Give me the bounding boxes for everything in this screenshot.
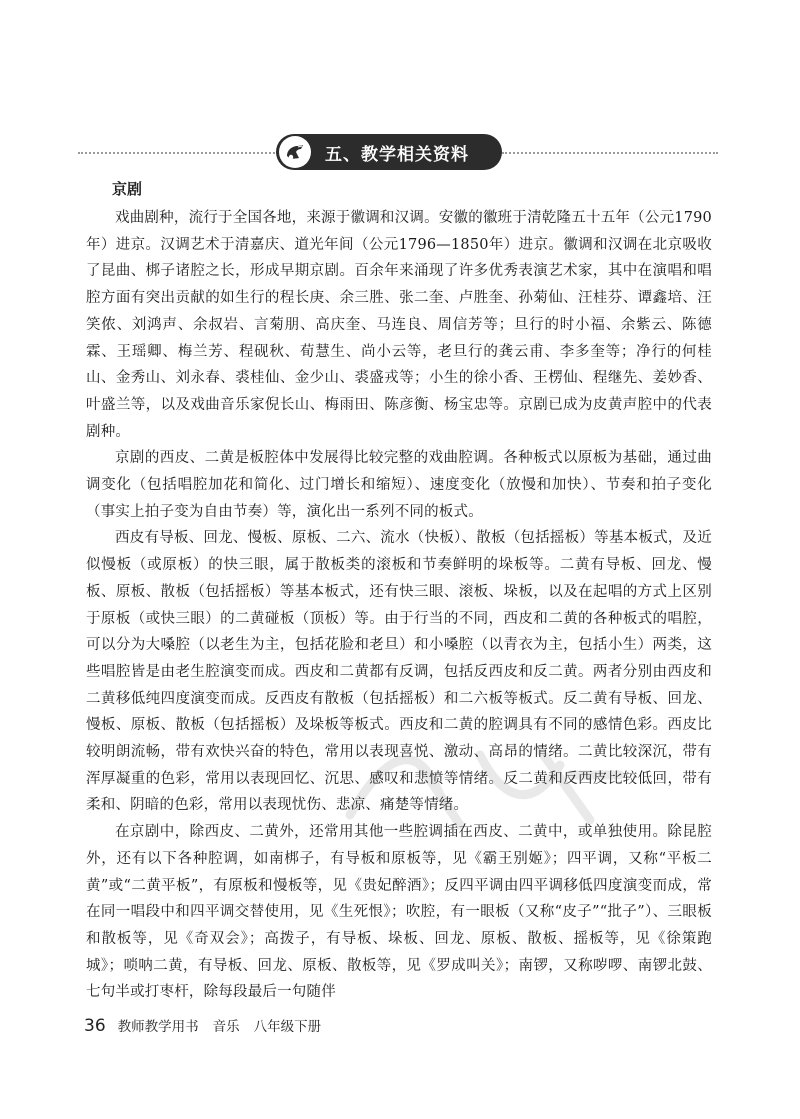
grade-label: 八年级下册 bbox=[253, 1019, 322, 1035]
section-title-pill bbox=[276, 134, 502, 170]
section-header bbox=[78, 133, 718, 173]
watermark-logo bbox=[330, 735, 630, 835]
page-number: 36 bbox=[84, 1016, 106, 1036]
book-title: 教师教学用书 bbox=[117, 1019, 199, 1035]
paragraph: 戏曲剧种，流行于全国各地，来源于徽调和汉调。安徽的徽班于清乾隆五十五年（公元1790年）进京。汉调艺术于清嘉庆、道光年间（公元1796—1850年）进京。徽调和汉调在北京吸收了昆曲、梆子诸腔之长，形成早期京剧。百余年来涌现了许多优秀表演艺术家，其中在演唱和唱腔方面有突出贡献的如生行的程长庚、余三胜、张二奎、卢胜奎、孙菊仙、汪桂芬、谭鑫培、汪笑侬、刘鸿声、余叔岩、言菊朋、高庆奎、马连良、周信芳等；旦行的时小福、余紫云、陈德霖、王瑶卿、梅兰芳、程砚秋、荀慧生、尚小云等，老旦行的龚云甫、李多奎等；净行的何桂山、金秀山、刘永春、裘桂仙、金少山、裘盛戎等；小生的徐小香、王楞仙、程继先、姜妙香、叶盛兰等，以及戏曲音乐家倪长山、梅雨田、陈彦衡、杨宝忠等。京剧已成为皮黄声腔中的代表剧种。 bbox=[86, 210, 712, 440]
music-note-icon bbox=[279, 136, 311, 168]
subheading: 京剧 bbox=[112, 180, 143, 198]
paragraph: 京剧的西皮、二黄是板腔体中发展得比较完整的戏曲腔调。各种板式以原板为基础，通过曲调变化（包括唱腔加花和简化、过门增长和缩短）、速度变化（放慢和加快）、节奏和拍子变化（事实上拍子变为自由节奏）等，演化出一系列不同的板式。 bbox=[86, 450, 712, 520]
section-title: 五、教学相关资料 bbox=[325, 144, 469, 165]
body-text bbox=[86, 205, 712, 1006]
paragraph: 西皮有导板、回龙、慢板、原板、二六、流水（快板）、散板（包括摇板）等基本板式，及近似慢板（或原板）的快三眼，属于散板类的滚板和节奏鲜明的垛板等。二黄有导板、回龙、慢板、原板、散板（包括摇板）等基本板式，还有快三眼、滚板、垛板，以及在起唱的方式上区别于原板（或快三眼）的二黄碰板（顶板）等。由于行当的不同，西皮和二黄的各种板式的唱腔，可以分为大嗓腔（以老生为主，包括花脸和老旦）和小嗓腔（以青衣为主，包括小生）两类，这些唱腔皆是由老生腔演变而成。西皮和二黄都有反调，包括反西皮和反二黄。两者分别由西皮和二黄移低纯四度演变而成。反西皮有散板（包括摇板）和二六板等板式。反二黄有导板、回龙、慢板、原板、散板（包括摇板）及垛板等板式。西皮和二黄的腔调具有不同的感情色彩。西皮比较明朗流畅，带有欢快兴奋的特色，常用以表现喜悦、激动、高昂的情绪。二黄比较深沉，带有浑厚凝重的色彩，常用以表现回忆、沉思、感叹和悲愤等情绪。反二黄和反西皮比较低回，带有柔和、阴暗的色彩，常用以表现忧伤、悲凉、痛楚等情绪。 bbox=[86, 530, 712, 814]
subject-label: 音乐 bbox=[212, 1019, 240, 1035]
paragraph: 在京剧中，除西皮、二黄外，还常用其他一些腔调插在西皮、二黄中，或单独使用。除昆腔外，还有以下各种腔调，如南梆子，有导板和原板等，见《霸王别姬》；四平调，又称“平板二黄”或“二黄平板”，有原板和慢板等，见《贵妃醉酒》；反四平调由四平调移低四度演变而成，常在同一唱段中和四平调交替使用，见《生死恨》；吹腔，有一眼板（又称“皮子”“批子”）、三眼板和散板等，见《奇双会》；高拨子，有导板、垛板、回龙、原板、散板、摇板等，见《徐策跑城》；唢呐二黄，有导板、回龙、原板、散板等，见《罗成叫关》；南锣，又称哕啰、南锣北鼓、七句半或打枣杆，除每段最后一句随伴 bbox=[86, 824, 712, 1001]
dotted-rule-right bbox=[502, 152, 718, 154]
dotted-rule-left bbox=[78, 152, 278, 154]
page-footer bbox=[84, 1015, 321, 1036]
